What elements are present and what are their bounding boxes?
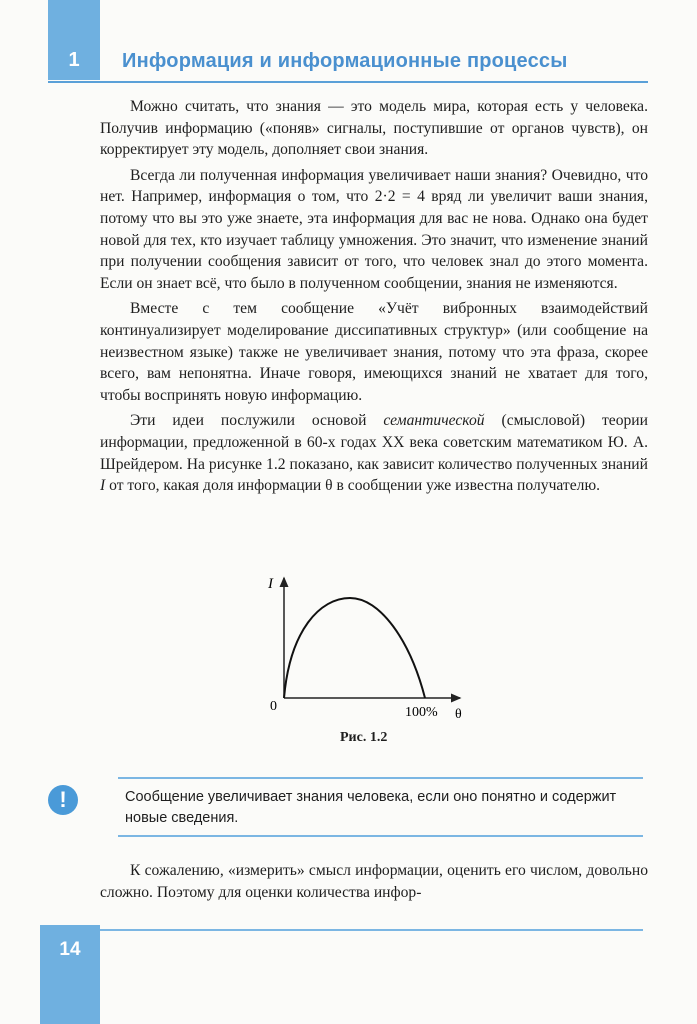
footer-divider bbox=[100, 929, 643, 931]
emphasis-term: семантической bbox=[383, 412, 485, 430]
y-axis-label: I bbox=[268, 576, 273, 592]
continued-text bbox=[100, 860, 648, 903]
x-end-label: 100% bbox=[405, 705, 438, 720]
paragraph bbox=[100, 410, 648, 496]
x-axis-label: θ bbox=[455, 707, 462, 722]
curve bbox=[284, 598, 425, 698]
text: Эти идеи послужили основой bbox=[130, 412, 384, 430]
figure-caption: Рис. 1.2 bbox=[340, 730, 388, 745]
paragraph: Можно считать, что знания — это модель мира, которая есть у человека. Получив информацию («поняв» сигналы, поступившие от органов чувств), он корректирует эту модель, дополняет свои знания. bbox=[100, 98, 648, 159]
main-text bbox=[100, 96, 648, 501]
note-bottom-divider bbox=[118, 835, 643, 837]
note-top-divider bbox=[118, 777, 643, 779]
note-text: Сообщение увеличивает знания человека, если оно понятно и содержит новые сведения. bbox=[125, 789, 617, 826]
text: (смысловой) теории информации, предложенной в 60-х годах XX века советским математиком Ю. А. Шрейдером. На рисунке 1.2 показано, как зависит количество полученных знаний bbox=[100, 412, 648, 473]
figure-knowledge-curve bbox=[260, 570, 480, 750]
page-number: 14 bbox=[59, 939, 81, 960]
variable: I bbox=[100, 477, 106, 495]
chapter-tab bbox=[48, 0, 100, 80]
text: от того, какая доля информации θ в сообщении уже известна получателю. bbox=[105, 477, 600, 495]
origin-label: 0 bbox=[270, 699, 277, 714]
chapter-number: 1 bbox=[68, 49, 80, 71]
exclamation-icon: ! bbox=[48, 785, 78, 815]
header-divider bbox=[48, 81, 648, 83]
paragraph: К сожалению, «измерить» смысл информации, оценить его числом, довольно сложно. Поэтому для оценки количества инфор- bbox=[100, 862, 648, 901]
chapter-title: Информация и информационные процессы bbox=[122, 50, 568, 72]
paragraph: Всегда ли полученная информация увеличивает наши знания? Очевидно, что нет. Например, информация о том, что 2·2 = 4 вряд ли увеличит ваши знания, потому что вы это уже знаете, эта информация для вас не нова. Однако она будет новой для тех, кто изучает таблицу умножения. Это значит, что изменение знаний при получении сообщения зависит от того, что человек знал до этого момента. Если он знает всё, что было в полученном сообщении, знания не изменяются. bbox=[100, 166, 648, 292]
page-number-tab bbox=[40, 925, 100, 1024]
paragraph: Вместе с тем сообщение «Учёт вибронных взаимодействий континуализирует моделирование диссипативных структур» (или сообщение на неизвестном языке) также не увеличивает знания, потому что эта фраза, скорее всего, вам непонятна. Иначе говоря, имеющихся знаний не хватает для того, чтобы воспринять новую информацию. bbox=[100, 300, 648, 404]
